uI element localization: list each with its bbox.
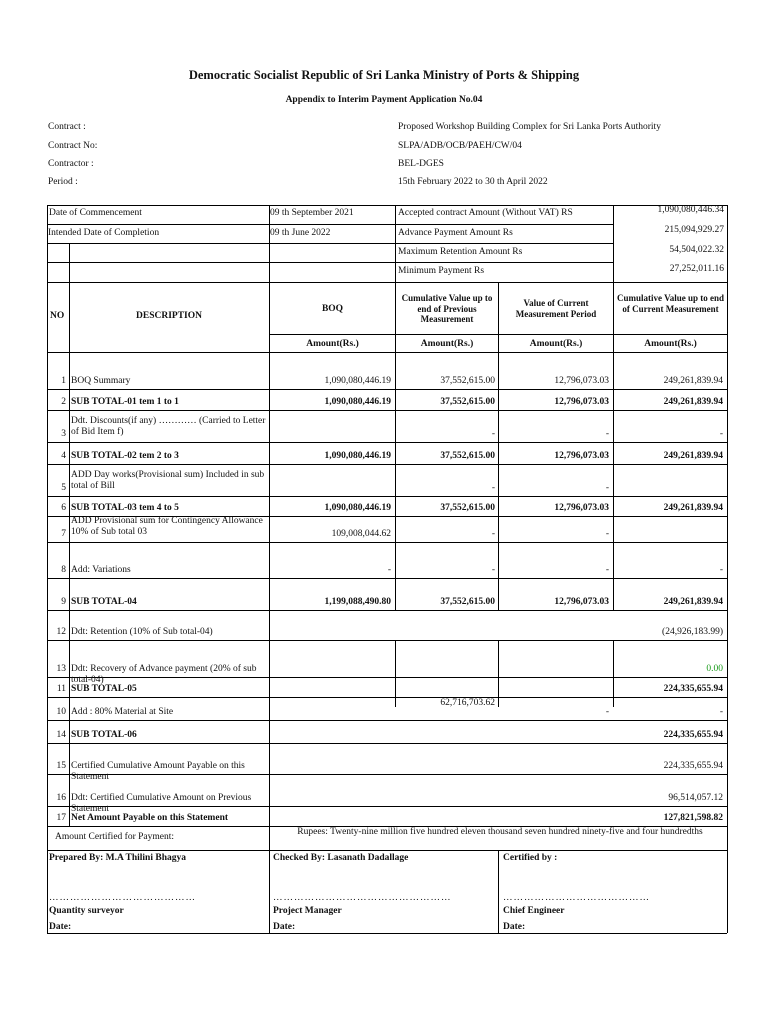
col-desc-header: DESCRIPTION <box>136 311 202 321</box>
advance-value: 215,094,929.27 <box>664 225 724 235</box>
signature-line-ce: …………………………………… <box>503 893 650 903</box>
amount-header-curr: Amount(Rs.) <box>529 339 583 349</box>
row-curr-amount: 12,796,073.03 <box>554 597 609 607</box>
row-number: 3 <box>61 429 66 439</box>
row-curr-amount: - <box>605 529 609 539</box>
row-cum-amount: 224,335,655.94 <box>663 761 723 771</box>
row-description: SUB TOTAL-03 tem 4 to 5 <box>71 503 179 513</box>
row-description: Ddt: Retention (10% of Sub total-04) <box>71 627 213 637</box>
quantity-surveyor-role: Quantity surveyor <box>49 906 124 916</box>
period-label: Period : <box>48 177 78 187</box>
row-cum-amount: 224,335,655.94 <box>663 730 723 740</box>
row-cum-amount: 249,261,839.94 <box>663 376 723 386</box>
row-number: 5 <box>61 483 66 493</box>
certified-value: Rupees: Twenty-nine million five hundred eleven thousand seven hundred ninety-five and four hundredths <box>297 827 703 837</box>
checked-by: Checked By: Lasanath Dadallage <box>273 853 409 863</box>
row-description: Ddt: Recovery of Advance payment (20% of sub total-04) <box>71 664 257 685</box>
row-boq-amount: 1,090,080,446.19 <box>324 503 391 513</box>
row-cum-amount: (24,926,183.99) <box>662 627 723 637</box>
row-description: Ddt: Certified Cumulative Amount on Previous Statement <box>71 793 252 814</box>
row-cum-amount: 224,335,655.94 <box>663 684 723 694</box>
row-prev-amount: 37,552,615.00 <box>440 597 495 607</box>
chief-engineer-role: Chief Engineer <box>503 906 565 916</box>
row-description: Net Amount Payable on this Statement <box>71 813 229 823</box>
row-cum-amount: - <box>719 707 723 717</box>
date-ce: Date: <box>503 922 526 932</box>
commencement-label: Date of Commencement <box>49 208 142 218</box>
row-description: Add : 80% Material at Site <box>71 707 174 717</box>
row-curr-amount: 12,796,073.03 <box>554 503 609 513</box>
row-cum-amount: 249,261,839.94 <box>663 451 723 461</box>
row-number: 8 <box>61 565 66 575</box>
row-number: 2 <box>61 397 66 407</box>
col-cum-header: Cumulative Value up to end of Current Measurement <box>616 293 725 314</box>
col-boq-header: BOQ <box>321 304 344 314</box>
row-number: 12 <box>56 627 66 637</box>
row-number: 6 <box>61 503 66 513</box>
row-prev-amount: 37,552,615.00 <box>440 503 495 513</box>
amount-header-prev: Amount(Rs.) <box>420 339 474 349</box>
row-description: Add: Variations <box>71 565 131 575</box>
row-prev-amount: 37,552,615.00 <box>440 451 495 461</box>
contract-label: Contract : <box>48 122 86 132</box>
row-description: SUB TOTAL-01 tem 1 to 1 <box>71 397 179 407</box>
commencement-value: 09 th September 2021 <box>270 208 354 218</box>
row-curr-amount: - <box>605 429 609 439</box>
prepared-by: Prepared By: M.A Thilini Bhagya <box>49 853 186 863</box>
row-number: 15 <box>56 761 66 771</box>
signature-line-pm: …………………………………………… <box>273 893 452 903</box>
date-pm: Date: <box>273 922 296 932</box>
row-description: Ddt. Discounts(if any) ………… (Carried to Letter of Bid Item f) <box>71 416 266 437</box>
row-number: 10 <box>56 707 66 717</box>
signature-line-qs: …………………………………… <box>49 893 196 903</box>
row-number: 4 <box>61 451 66 461</box>
row-prev-amount: 37,552,615.00 <box>440 397 495 407</box>
amount-header-boq: Amount(Rs.) <box>306 339 359 349</box>
row-boq-amount: 1,090,080,446.19 <box>324 397 391 407</box>
retention-label: Maximum Retention Amount Rs <box>398 247 523 257</box>
row-cum-amount: - <box>719 429 723 439</box>
retention-value: 54,504,022.32 <box>669 245 724 255</box>
accepted-label: Accepted contract Amount (Without VAT) RS <box>398 208 573 218</box>
row-cum-amount: 249,261,839.94 <box>663 397 723 407</box>
row-number: 14 <box>56 730 66 740</box>
col-prev-header: Cumulative Value up to end of Previous Measurement <box>401 293 493 324</box>
col-curr-header: Value of Current Measurement Period <box>515 298 597 319</box>
row-prev-amount: - <box>491 565 495 575</box>
row-description: ADD Provisional sum for Contingency Allowance 10% of Sub total 03 <box>71 516 263 537</box>
row-description: Certified Cumulative Amount Payable on this Statement <box>71 761 245 782</box>
certified-label: Amount Certified for Payment: <box>55 832 174 842</box>
row-number: 16 <box>56 793 66 803</box>
row-curr-amount: - <box>605 707 609 717</box>
completion-value: 09 th June 2022 <box>270 228 331 238</box>
row-prev-amount: - <box>491 483 495 493</box>
row-number: 13 <box>56 664 66 674</box>
project-manager-role: Project Manager <box>273 906 342 916</box>
amount-header-cum: Amount(Rs.) <box>644 339 697 349</box>
row-description: SUB TOTAL-06 <box>71 730 137 740</box>
row-cum-amount: 249,261,839.94 <box>663 503 723 513</box>
document-subtitle: Appendix to Interim Payment Application No.04 <box>285 95 483 105</box>
row-curr-amount: 12,796,073.03 <box>554 397 609 407</box>
row-description: SUB TOTAL-05 <box>71 684 137 694</box>
row-description: SUB TOTAL-04 <box>71 597 137 607</box>
row-number: 9 <box>61 597 66 607</box>
period-value: 15th February 2022 to 30 th April 2022 <box>398 177 548 187</box>
minimum-label: Minimum Payment Rs <box>398 266 485 276</box>
row-boq-amount: 1,090,080,446.19 <box>324 451 391 461</box>
row-prev-amount: - <box>491 529 495 539</box>
row-prev-amount: 62,716,703.62 <box>440 698 495 708</box>
contractor-value: BEL-DGES <box>398 159 444 169</box>
accepted-value: 1,090,080,446.34 <box>657 205 724 215</box>
advance-label: Advance Payment Amount Rs <box>398 228 513 238</box>
row-curr-amount: - <box>605 565 609 575</box>
row-description: BOQ Summary <box>71 376 131 386</box>
row-boq-amount: 1,199,088,490.80 <box>324 597 391 607</box>
minimum-value: 27,252,011.16 <box>669 264 724 274</box>
row-number: 7 <box>61 529 66 539</box>
row-number: 11 <box>56 684 66 694</box>
row-cum-amount: - <box>719 565 723 575</box>
contract-value: Proposed Workshop Building Complex for Sri Lanka Ports Authority <box>398 122 661 132</box>
row-description: SUB TOTAL-02 tem 2 to 3 <box>71 451 179 461</box>
row-cum-amount: 0.00 <box>706 664 723 674</box>
contract-no-label: Contract No: <box>48 141 98 151</box>
row-prev-amount: - <box>491 429 495 439</box>
row-boq-amount: 109,008,044.62 <box>331 529 391 539</box>
col-no-header: NO <box>50 311 65 321</box>
row-cum-amount: 127,821,598.82 <box>663 813 723 823</box>
contract-no-value: SLPA/ADB/OCB/PAEH/CW/04 <box>398 141 522 151</box>
row-cum-amount: 96,514,057.12 <box>668 793 723 803</box>
document-title: Democratic Socialist Republic of Sri Lanka Ministry of Ports & Shipping <box>188 68 580 82</box>
row-number: 1 <box>61 376 66 386</box>
certified-by: Certified by : <box>503 853 558 863</box>
row-curr-amount: 12,796,073.03 <box>554 451 609 461</box>
row-prev-amount: 37,552,615.00 <box>440 376 495 386</box>
row-boq-amount: - <box>387 565 391 575</box>
completion-label: Intended Date of Completion <box>48 228 160 238</box>
row-curr-amount: - <box>605 483 609 493</box>
contractor-label: Contractor : <box>48 159 94 169</box>
row-boq-amount: 1,090,080,446.19 <box>324 376 391 386</box>
row-number: 17 <box>56 813 66 823</box>
date-qs: Date: <box>49 922 72 932</box>
row-curr-amount: 12,796,073.03 <box>554 376 609 386</box>
row-description: ADD Day works(Provisional sum) Included in sub total of Bill <box>71 470 265 491</box>
row-cum-amount: 249,261,839.94 <box>663 597 723 607</box>
